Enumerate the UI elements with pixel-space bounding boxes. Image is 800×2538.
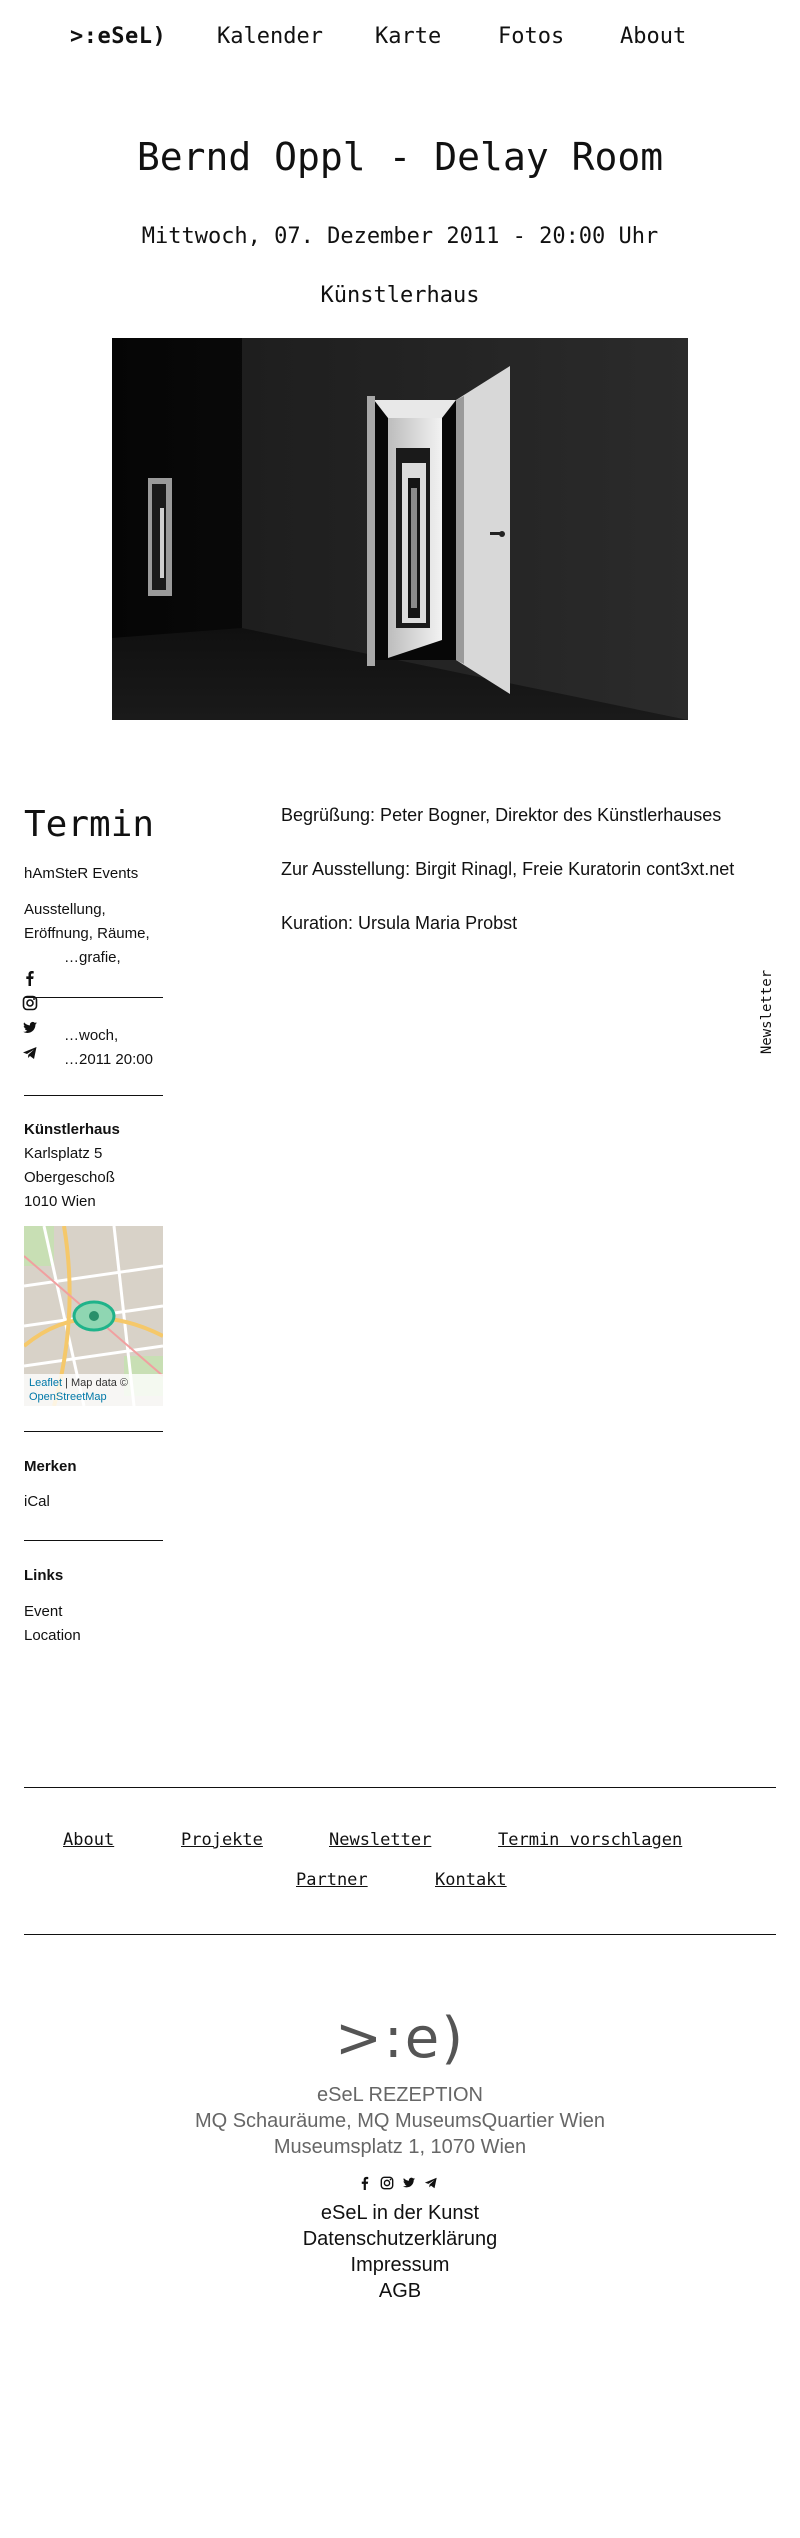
map-attribution-text: | Map data © (62, 1377, 129, 1389)
nav-item-kalender[interactable]: Kalender (217, 24, 323, 49)
event-hero-image (112, 338, 688, 720)
footer-divider (24, 1787, 776, 1788)
sidebar-divider (24, 1431, 163, 1432)
category-line-2[interactable]: Eröffnung, Räume, (24, 925, 150, 942)
footer-org-address: Museumsplatz 1, 1070 Wien (273, 2136, 527, 2158)
event-venue: Künstlerhaus (320, 283, 480, 308)
event-date-line-2: …2011 20:00 (64, 1051, 153, 1068)
address-line-2: Obergeschoß (24, 1169, 115, 1186)
footer-link-impressum[interactable]: Impressum (350, 2254, 450, 2276)
event-link[interactable]: Event (24, 1603, 63, 1620)
sidebar-divider (24, 997, 163, 998)
facebook-icon[interactable] (22, 970, 38, 986)
footer-link-datenschutz[interactable]: Datenschutzerklärung (302, 2228, 498, 2250)
merken-heading: Merken (24, 1458, 77, 1475)
newsletter-tab-label: Newsletter (759, 969, 775, 1055)
openstreetmap-link[interactable]: OpenStreetMap (29, 1391, 107, 1403)
nav-item-karte[interactable]: Karte (375, 24, 442, 49)
footer-org-location: MQ Schauräume, MQ MuseumsQuartier Wien (194, 2110, 606, 2132)
location-link[interactable]: Location (24, 1627, 81, 1644)
footer-link-partner[interactable]: Partner (296, 1870, 368, 1890)
footer-org-name: eSeL REZEPTION (317, 2084, 483, 2106)
sidebar-social-icons (22, 970, 42, 1070)
footer-link-kontakt[interactable]: Kontakt (435, 1870, 507, 1890)
twitter-icon[interactable] (22, 1020, 38, 1036)
category-line-3[interactable]: …grafie, (64, 949, 121, 966)
newsletter-tab[interactable] (752, 969, 782, 1055)
address-line-3: 1010 Wien (24, 1193, 96, 1210)
footer-social-icons (358, 2175, 448, 2193)
footer-link-newsletter[interactable]: Newsletter (329, 1830, 432, 1850)
telegram-icon[interactable] (22, 1045, 38, 1061)
footer-logo[interactable]: >:e) (334, 2006, 466, 2071)
footer-link-termin-vorschlagen[interactable]: Termin vorschlagen (498, 1830, 683, 1850)
event-description-paragraph: Kuration: Ursula Maria Probst (281, 913, 518, 933)
nav-item-fotos[interactable]: Fotos (498, 24, 565, 49)
sidebar-divider (24, 1540, 163, 1541)
links-heading: Links (24, 1567, 64, 1584)
footer-link-about[interactable]: About (63, 1830, 115, 1850)
ical-link[interactable]: iCal (24, 1493, 50, 1510)
door-installation-illustration (112, 338, 688, 720)
facebook-icon[interactable] (358, 2176, 372, 2190)
instagram-icon[interactable] (380, 2176, 394, 2190)
location-map[interactable] (24, 1226, 163, 1406)
site-logo[interactable]: >:eSeL) (70, 24, 167, 49)
footer-link-agb[interactable]: AGB (378, 2280, 422, 2302)
category-line-1[interactable]: Ausstellung, (24, 901, 106, 918)
location-name: Künstlerhaus (24, 1121, 120, 1138)
event-description-paragraph: Begrüßung: Peter Bogner, Direktor des Künstlerhauses (281, 805, 722, 825)
footer-link-esel-in-der-kunst[interactable]: eSeL in der Kunst (320, 2202, 480, 2224)
nav-item-about[interactable]: About (620, 24, 687, 49)
top-navigation (0, 22, 800, 52)
event-title: Bernd Oppl - Delay Room (136, 135, 664, 179)
twitter-icon[interactable] (402, 2176, 416, 2190)
map-attribution (24, 1374, 163, 1406)
organizer-link[interactable]: hAmSteR Events (24, 865, 139, 882)
termin-heading: Termin (24, 804, 155, 845)
footer-link-projekte[interactable]: Projekte (181, 1830, 263, 1850)
leaflet-link[interactable]: Leaflet (29, 1377, 63, 1389)
event-description-paragraph: Zur Ausstellung: Birgit Rinagl, Freie Kuratorin cont3xt.net (281, 859, 735, 879)
event-date: Mittwoch, 07. Dezember 2011 - 20:00 Uhr (141, 224, 659, 249)
telegram-icon[interactable] (424, 2176, 438, 2190)
address-line-1: Karlsplatz 5 (24, 1145, 103, 1162)
footer-divider (24, 1934, 776, 1935)
sidebar-divider (24, 1095, 163, 1096)
event-date-line-1: …woch, (64, 1027, 119, 1044)
